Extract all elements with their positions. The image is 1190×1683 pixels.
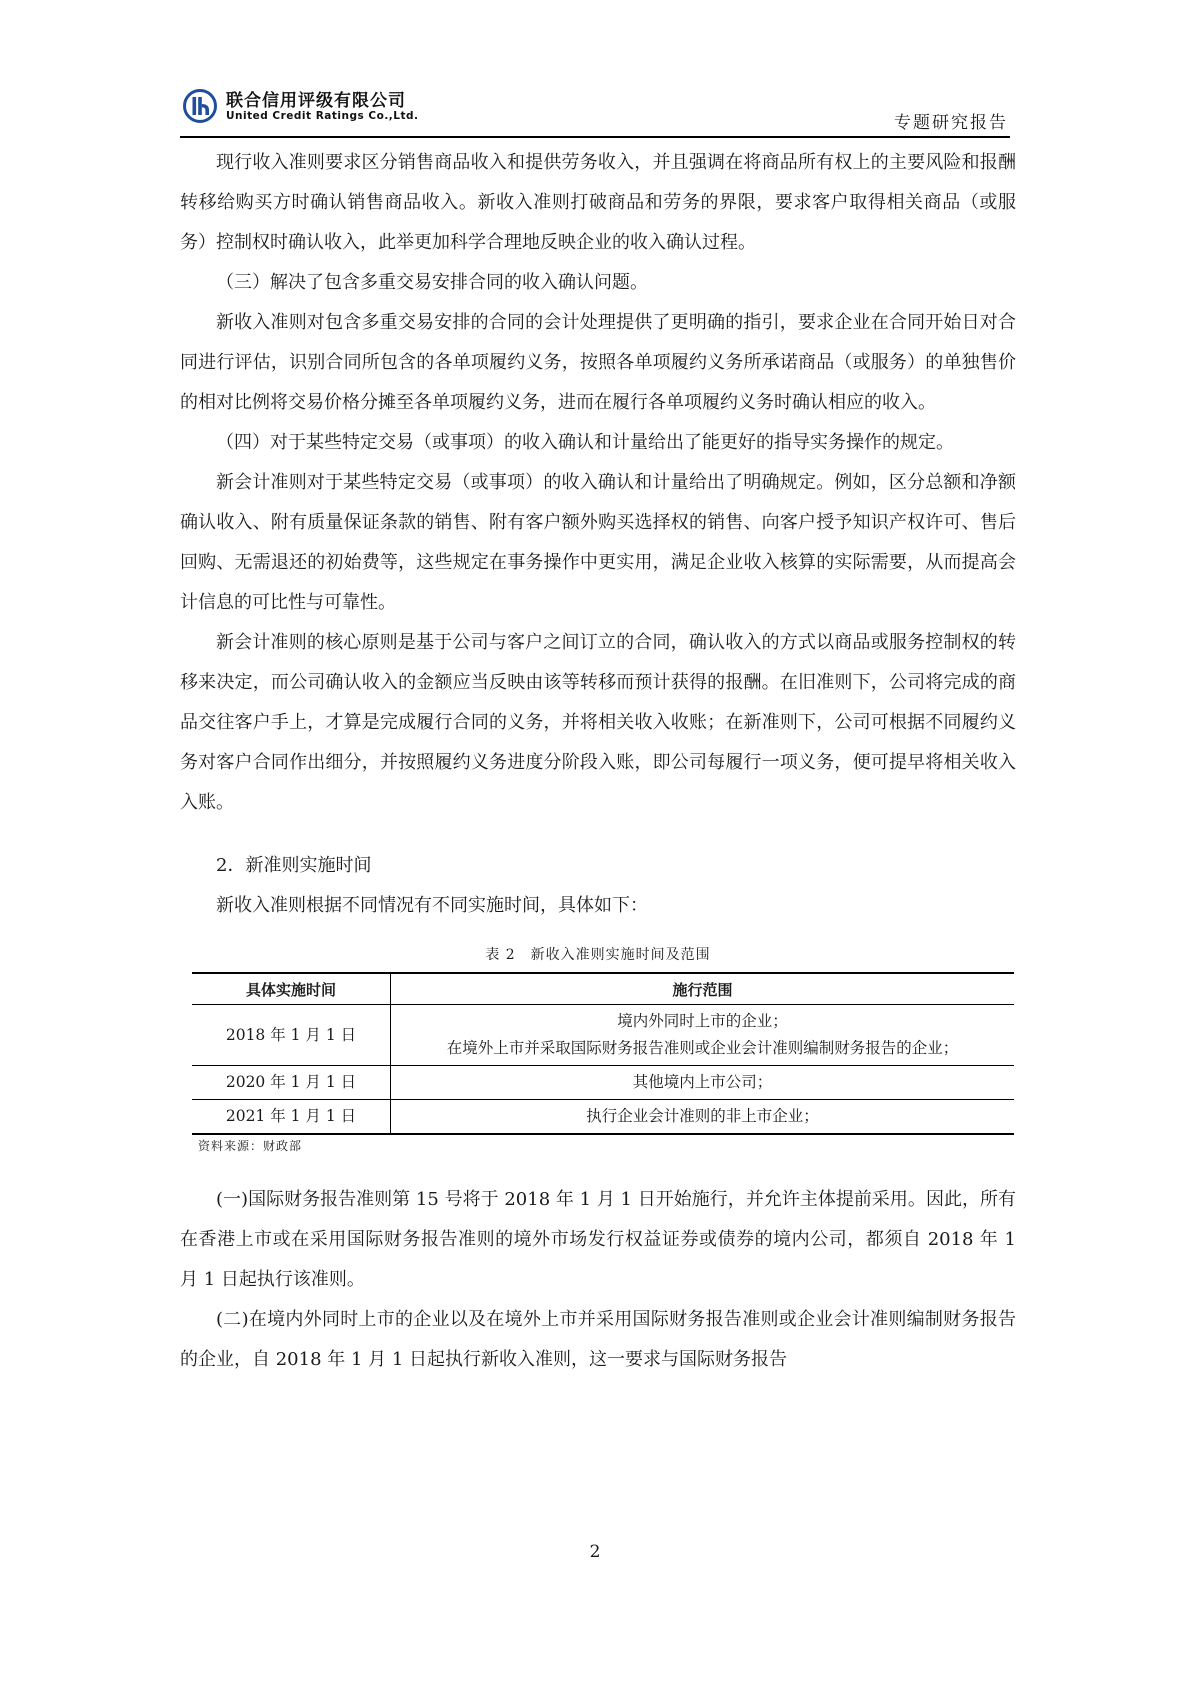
implementation-table bbox=[192, 972, 1014, 1135]
scope-line: 在境外上市并采取国际财务报告准则或企业会计准则编制财务报告的企业； bbox=[446, 1039, 959, 1057]
table-row bbox=[192, 1005, 1014, 1066]
company-logo-icon bbox=[183, 89, 217, 123]
header-date: 具体实施时间 bbox=[192, 973, 391, 1005]
page-header bbox=[180, 86, 1010, 138]
cell-scope: 其他境内上市公司； bbox=[391, 1066, 1015, 1100]
table-row bbox=[192, 1066, 1014, 1100]
cell-date: 2018 年 1 月 1 日 bbox=[192, 1005, 391, 1066]
paragraph-dual-listed: (二)在境内外同时上市的企业以及在境外上市并采用国际财务报告准则或企业会计准则编制财务报告的企业，自 2018 年 1 月 1 日起执行新收入准则，这一要求与国际财务报告 bbox=[180, 1309, 1016, 1370]
report-type-label: 专题研究报告 bbox=[894, 113, 1008, 133]
table-caption: 表 2 新收入准则实施时间及范围 bbox=[485, 947, 711, 963]
section-intro: 新收入准则根据不同情况有不同实施时间，具体如下： bbox=[216, 895, 648, 916]
scope-line: 境内外同时上市的企业； bbox=[617, 1012, 788, 1030]
table-row bbox=[192, 1100, 1014, 1135]
paragraph-multiple-transactions: 新收入准则对包含多重交易安排的合同的会计处理提供了更明确的指引，要求企业在合同开始日对合同进行评估，识别合同所包含的各单项履约义务，按照各单项履约义务所承诺商品（或服务）的单独售价的相对比例将交易价格分摊至各单项履约义务，进而在履行各单项履约义务时确认相应的收入。 bbox=[180, 312, 1016, 413]
paragraph-core-principle: 新会计准则的核心原则是基于公司与客户之间订立的合同，确认收入的方式以商品或服务控制权的转移来决定，而公司确认收入的金额应当反映由该等转移而预计获得的报酬。在旧准则下，公司将完成的商品交往客户手上，才算是完成履行合同的义务，并将相关收入收账；在新准则下，公司可根据不同履约义务对客户合同作出细分，并按照履约义务进度分阶段入账，即公司每履行一项义务，便可提早将相关收入入账。 bbox=[180, 632, 1016, 813]
paragraph-ifrs15: (一)国际财务报告准则第 15 号将于 2018 年 1 月 1 日开始施行，并允许主体提前采用。因此，所有在香港上市或在采用国际财务报告准则的境外市场发行权益证券或债券的境内公司，都须自 2018 年 1 月 1 日起执行该准则。 bbox=[180, 1189, 1016, 1290]
page-number: 2 bbox=[589, 1542, 601, 1562]
cell-scope: 执行企业会计准则的非上市企业； bbox=[391, 1100, 1015, 1135]
subheading-three: （三）解决了包含多重交易安排合同的收入确认问题。 bbox=[216, 272, 648, 293]
section-heading-implementation: 2．新准则实施时间 bbox=[216, 855, 372, 876]
cell-date: 2021 年 1 月 1 日 bbox=[192, 1100, 391, 1135]
paragraph-revenue-criteria: 现行收入准则要求区分销售商品收入和提供劳务收入，并且强调在将商品所有权上的主要风险和报酬转移给购买方时确认销售商品收入。新收入准则打破商品和劳务的界限，要求客户取得相关商品（或服务）控制权时确认收入，此举更加科学合理地反映企业的收入确认过程。 bbox=[180, 152, 1016, 253]
cell-date: 2020 年 1 月 1 日 bbox=[192, 1066, 391, 1100]
subheading-four: （四）对于某些特定交易（或事项）的收入确认和计量给出了能更好的指导实务操作的规定。 bbox=[216, 432, 954, 453]
company-name-en: United Credit Ratings Co.,Ltd. bbox=[226, 110, 419, 122]
paragraph-specific-transactions: 新会计准则对于某些特定交易（或事项）的收入确认和计量给出了明确规定。例如，区分总额和净额确认收入、附有质量保证条款的销售、附有客户额外购买选择权的销售、向客户授予知识产权许可、售后回购、无需退还的初始费等，这些规定在事务操作中更实用，满足企业收入核算的实际需要，从而提高会计信息的可比性与可靠性。 bbox=[180, 472, 1016, 613]
header-scope: 施行范围 bbox=[391, 973, 1015, 1005]
document-body bbox=[180, 143, 1016, 1380]
table-source: 资料来源：财政部 bbox=[198, 1139, 303, 1153]
company-name-cn: 联合信用评级有限公司 bbox=[226, 91, 406, 111]
table-header-row bbox=[192, 973, 1014, 1005]
cell-scope bbox=[391, 1005, 1015, 1066]
